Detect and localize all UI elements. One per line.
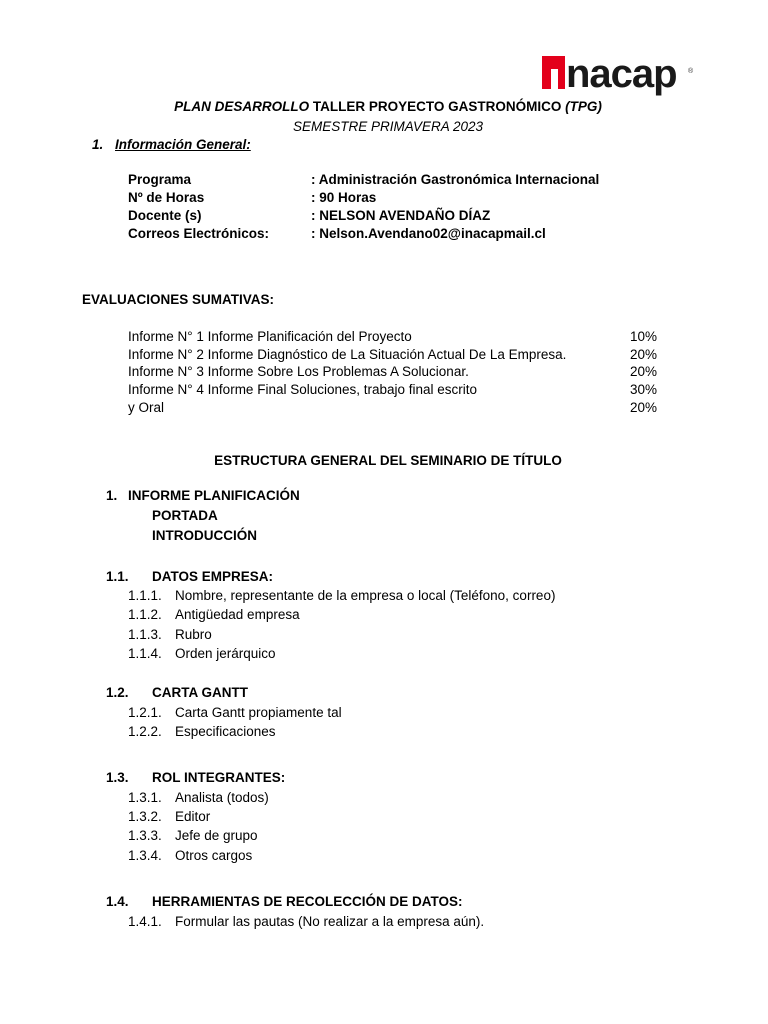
field-value-horas: : 90 Horas bbox=[311, 190, 377, 205]
list-item: Editor bbox=[175, 809, 211, 824]
section-number: 1.1. bbox=[106, 569, 129, 584]
evaluation-item: y Oral bbox=[128, 400, 165, 415]
list-item: Antigüedad empresa bbox=[175, 607, 300, 622]
list-item: Rubro bbox=[175, 627, 212, 642]
evaluaciones-title: EVALUACIONES SUMATIVAS: bbox=[82, 292, 275, 307]
section1-number: 1. bbox=[92, 137, 104, 152]
section1-title: Información General: bbox=[115, 137, 251, 152]
field-value-docente: : NELSON AVENDAÑO DÍAZ bbox=[311, 208, 491, 223]
section-number: 1.2. bbox=[106, 685, 129, 700]
estructura-title: ESTRUCTURA GENERAL DEL SEMINARIO DE TÍTULO bbox=[214, 453, 562, 468]
evaluation-item: Informe N° 2 Informe Diagnóstico de La Situación Actual De La Empresa. bbox=[128, 347, 567, 362]
list-item-number: 1.2.1. bbox=[128, 705, 162, 720]
field-label-horas: Nº de Horas bbox=[128, 190, 205, 205]
field-label-correos: Correos Electrónicos: bbox=[128, 226, 270, 241]
evaluation-item: Informe N° 3 Informe Sobre Los Problemas A Solucionar. bbox=[128, 364, 469, 379]
field-label-programa: Programa bbox=[128, 172, 192, 187]
list-item-number: 1.3.2. bbox=[128, 809, 162, 824]
section-title-datos-empresa: DATOS EMPRESA: bbox=[152, 569, 274, 584]
section-number: 1.4. bbox=[106, 894, 129, 909]
section-number: 1.3. bbox=[106, 770, 129, 785]
logo-registered-mark: ® bbox=[688, 68, 694, 75]
field-value-correos: : Nelson.Avendano02@inacapmail.cl bbox=[311, 226, 546, 241]
list-item: Nombre, representante de la empresa o local (Teléfono, correo) bbox=[175, 588, 556, 603]
list-item-number: 1.4.1. bbox=[128, 914, 162, 929]
semester-subtitle: SEMESTRE PRIMAVERA 2023 bbox=[292, 119, 484, 134]
field-label-docente: Docente (s) bbox=[128, 208, 202, 223]
list-item-number: 1.1.3. bbox=[128, 627, 162, 642]
evaluation-percent: 20% bbox=[630, 364, 658, 379]
list-item: Analista (todos) bbox=[175, 790, 269, 805]
section-title-informe: INFORME PLANIFICACIÓN bbox=[128, 488, 300, 503]
subsection-portada: PORTADA bbox=[152, 508, 218, 523]
subsection-introduccion: INTRODUCCIÓN bbox=[152, 528, 257, 543]
list-item: Orden jerárquico bbox=[175, 646, 276, 661]
list-item: Otros cargos bbox=[175, 848, 253, 863]
title-italic-part: PLAN DESARROLLO bbox=[174, 99, 310, 114]
list-item-number: 1.1.1. bbox=[128, 588, 162, 603]
evaluation-item: Informe N° 4 Informe Final Soluciones, trabajo final escrito bbox=[128, 382, 478, 397]
section-title-carta-gantt: CARTA GANTT bbox=[152, 685, 248, 700]
list-item: Carta Gantt propiamente tal bbox=[175, 705, 342, 720]
list-item-number: 1.3.1. bbox=[128, 790, 162, 805]
section-title-rol-integrantes: ROL INTEGRANTES: bbox=[152, 770, 286, 785]
list-item: Especificaciones bbox=[175, 724, 276, 739]
evaluation-percent: 20% bbox=[630, 347, 658, 362]
list-item-number: 1.3.3. bbox=[128, 828, 162, 843]
document-title bbox=[0, 99, 768, 114]
title-acronym: (TPG) bbox=[565, 99, 602, 114]
list-item-number: 1.2.2. bbox=[128, 724, 162, 739]
field-value-programa: : Administración Gastronómica Internacional bbox=[311, 172, 600, 187]
list-item-number: 1.1.2. bbox=[128, 607, 162, 622]
logo-i-stem bbox=[551, 69, 558, 89]
list-item-number: 1.3.4. bbox=[128, 848, 162, 863]
logo-wordmark: nacap bbox=[566, 52, 677, 96]
list-item: Jefe de grupo bbox=[175, 828, 258, 843]
section-title-herramientas: HERRAMIENTAS DE RECOLECCIÓN DE DATOS: bbox=[152, 894, 463, 909]
list-item: Formular las pautas (No realizar a la empresa aún). bbox=[175, 914, 485, 929]
evaluation-percent: 20% bbox=[630, 400, 658, 415]
evaluation-percent: 10% bbox=[630, 329, 658, 344]
list-item-number: 1.1.4. bbox=[128, 646, 162, 661]
title-normal-part: TALLER PROYECTO GASTRONÓMICO bbox=[309, 99, 566, 114]
inacap-logo bbox=[542, 52, 694, 102]
section-number: 1. bbox=[106, 488, 118, 503]
evaluation-percent: 30% bbox=[630, 382, 658, 397]
evaluation-item: Informe N° 1 Informe Planificación del Proyecto bbox=[128, 329, 412, 344]
